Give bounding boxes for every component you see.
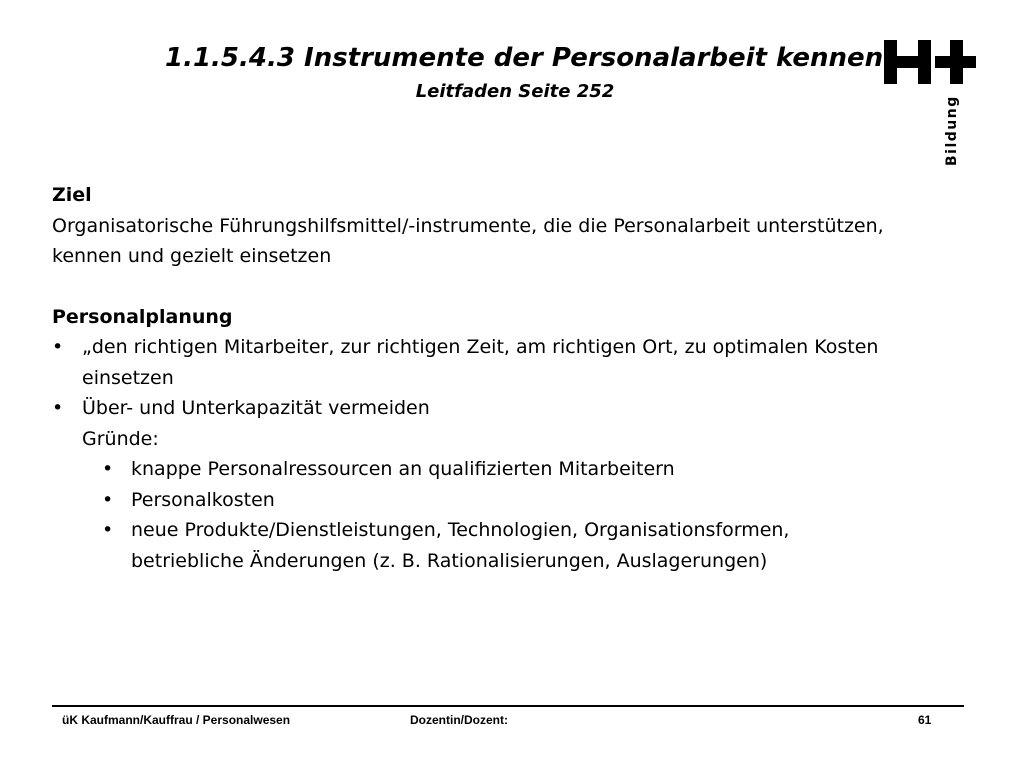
list-item [52, 393, 982, 424]
sub-bullet-2: • Personalkosten [131, 488, 275, 511]
sub-bullet-3-line-1: • neue Produkte/Dienstleistungen, Technologien, Organisationsformen, [131, 519, 790, 541]
sub-bullet-1: • knappe Personalressourcen an qualifizierten Mitarbeitern [131, 458, 675, 480]
footer-page-number: 61 [918, 713, 932, 727]
bullet-1-line-2: einsetzen [82, 366, 174, 389]
bullet-1-line-1: • „den richtigen Mitarbeiter, zur richtigen Zeit, am richtigen Ort, zu optimalen Kosten [82, 336, 879, 358]
personalplanung-heading: Personalplanung [52, 305, 233, 328]
bullet-2: • Über- und Unterkapazität vermeiden [82, 397, 430, 419]
ziel-heading: Ziel [52, 184, 92, 206]
slide-title: 1.1.5.4.3 Instrumente der Personalarbeit kennen [165, 43, 884, 73]
ziel-text-line-1: Organisatorische Führungshilfsmittel/-instrumente, die die Personalarbeit unterstützen, [52, 214, 884, 237]
list-item [52, 515, 982, 576]
h-plus-logo-icon [884, 38, 980, 170]
list-item [52, 454, 982, 485]
ziel-text-line-2: kennen und gezielt einsetzen [52, 245, 332, 267]
slide-body [52, 180, 982, 576]
list-item [52, 332, 982, 393]
list-item [52, 485, 982, 516]
sub-bullet-3-line-2: betriebliche Änderungen (z. B. Rationalisierungen, Auslagerungen) [131, 549, 768, 572]
slide-subtitle: Leitfaden Seite 252 [415, 81, 615, 102]
gruende-label: Gründe: [82, 427, 159, 450]
footer-divider [52, 705, 964, 707]
footer-course: üK Kaufmann/Kauffrau / Personalwesen [62, 713, 291, 727]
logo-word: Bildung [944, 95, 960, 166]
footer-lecturer: Dozentin/Dozent: [410, 713, 508, 727]
